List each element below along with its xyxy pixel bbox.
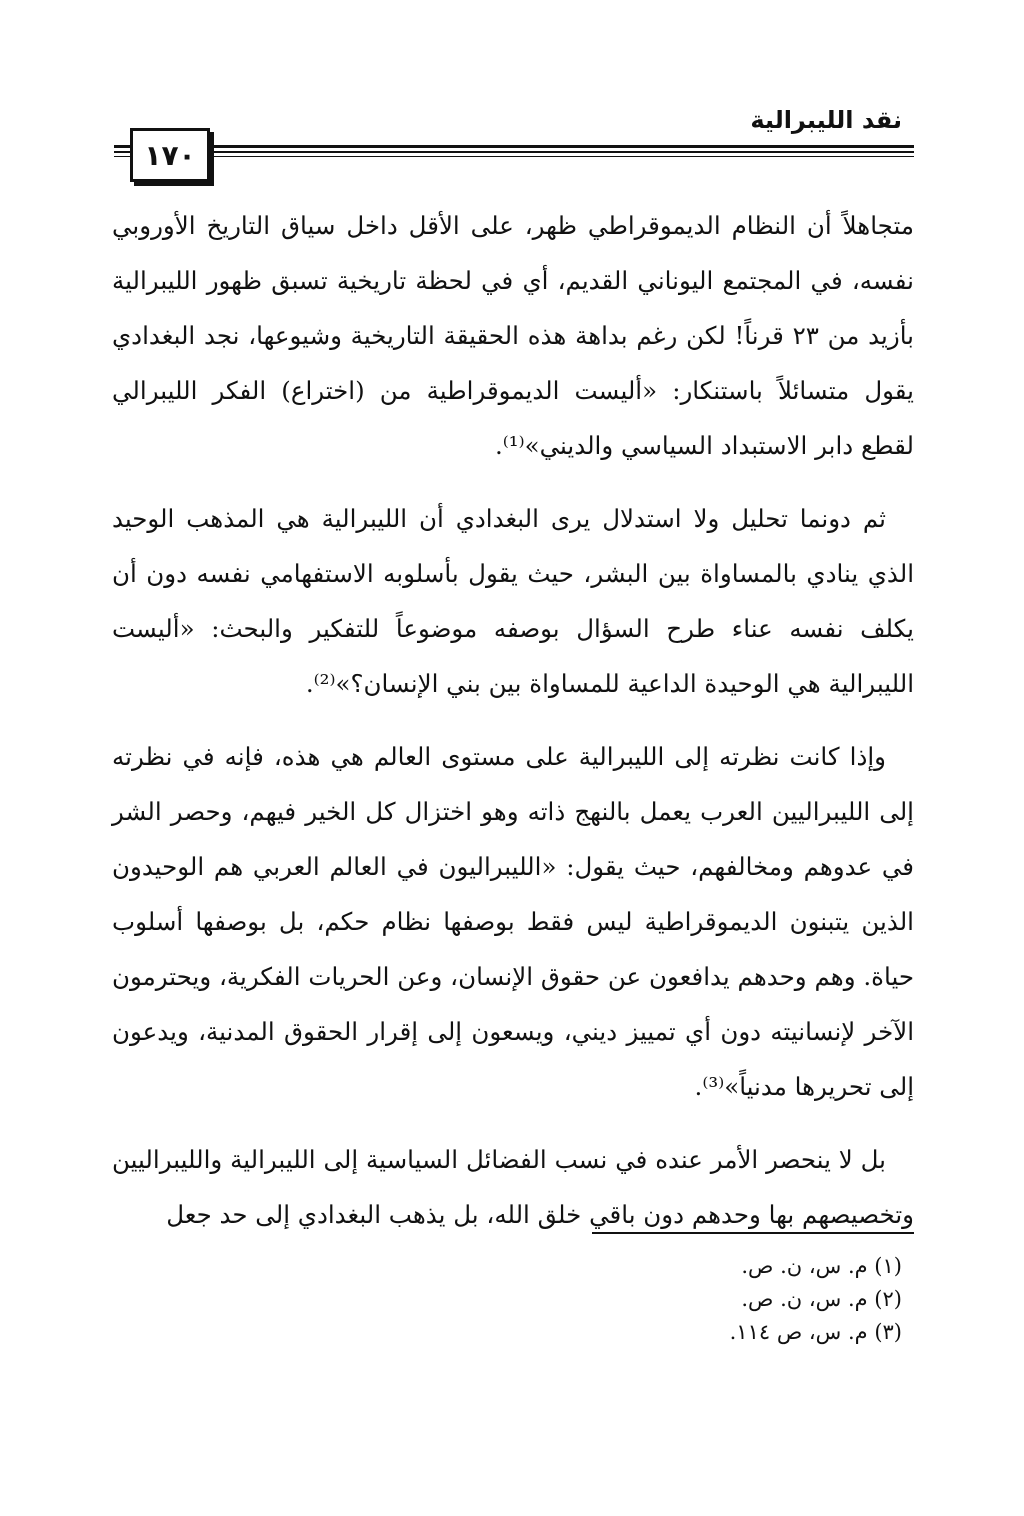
paragraph: وإذا كانت نظرته إلى الليبرالية على مستوى العالم هي هذه، فإنه في نظرته إلى الليبراليين العرب يعمل بالنهج ذاته وهو اختزال كل الخير فيهم، وحصر الشر في عدوهم ومخالفهم، حيث يقول: «الليبراليون في العالم العربي هم الوحيدون الذين يتبنون الديموقراطية ليس فقط بوصفها نظام حكم، بل بوصفها أسلوب حياة. وهم وحدهم يدافعون عن حقوق الإنسان، وعن الحريات الفكرية، ويحترمون الآخر لإنسانيته دون أي تمييز ديني، ويسعون إلى إقرار الحقوق المدنية، ويدعون إلى تحريرها مدنياً»⁽³⁾. <box>112 742 914 1101</box>
paragraph: ثم دونما تحليل ولا استدلال يرى البغدادي أن الليبرالية هي المذهب الوحيد الذي ينادي بالمساواة بين البشر، حيث يقول بأسلوبه الاستفهامي نفسه دون أن يكلف نفسه عناء طرح السؤال بوصفه موضوعاً للتفكير والبحث: «أليست الليبرالية هي الوحيدة الداعية للمساواة بين بني الإنسان؟»⁽²⁾. <box>112 504 914 698</box>
paragraph: بل لا ينحصر الأمر عنده في نسب الفضائل السياسية إلى الليبرالية والليبراليين وتخصيصهم بها وحدهم دون باقي خلق الله، بل يذهب البغدادي إلى حد جعل <box>112 1145 914 1229</box>
header-rule <box>114 156 914 157</box>
footnote: (١) م. س، ن. ص. <box>741 1254 902 1278</box>
body-text <box>112 198 914 1260</box>
footnotes <box>730 1250 902 1349</box>
header-rule <box>114 151 914 153</box>
footnote: (٢) م. س، ن. ص. <box>741 1287 902 1311</box>
header-rule <box>114 145 914 148</box>
page-number: ١٧٠ <box>130 128 210 182</box>
running-title: نقد الليبرالية <box>750 106 902 134</box>
paragraph: متجاهلاً أن النظام الديموقراطي ظهر، على الأقل داخل سياق التاريخ الأوروبي نفسه، في المجتمع اليوناني القديم، أي في لحظة تاريخية تسبق ظهور الليبرالية بأزيد من ٢٣ قرناً! لكن رغم بداهة هذه الحقيقة التاريخية وشيوعها، نجد البغدادي يقول متسائلاً باستنكار: «أليست الديموقراطية من (اختراع) الفكر الليبرالي لقطع دابر الاستبداد السياسي والديني»⁽¹⁾. <box>112 211 914 460</box>
footnote-separator <box>592 1232 914 1234</box>
footnote: (٣) م. س، ص ١١٤. <box>729 1320 902 1344</box>
